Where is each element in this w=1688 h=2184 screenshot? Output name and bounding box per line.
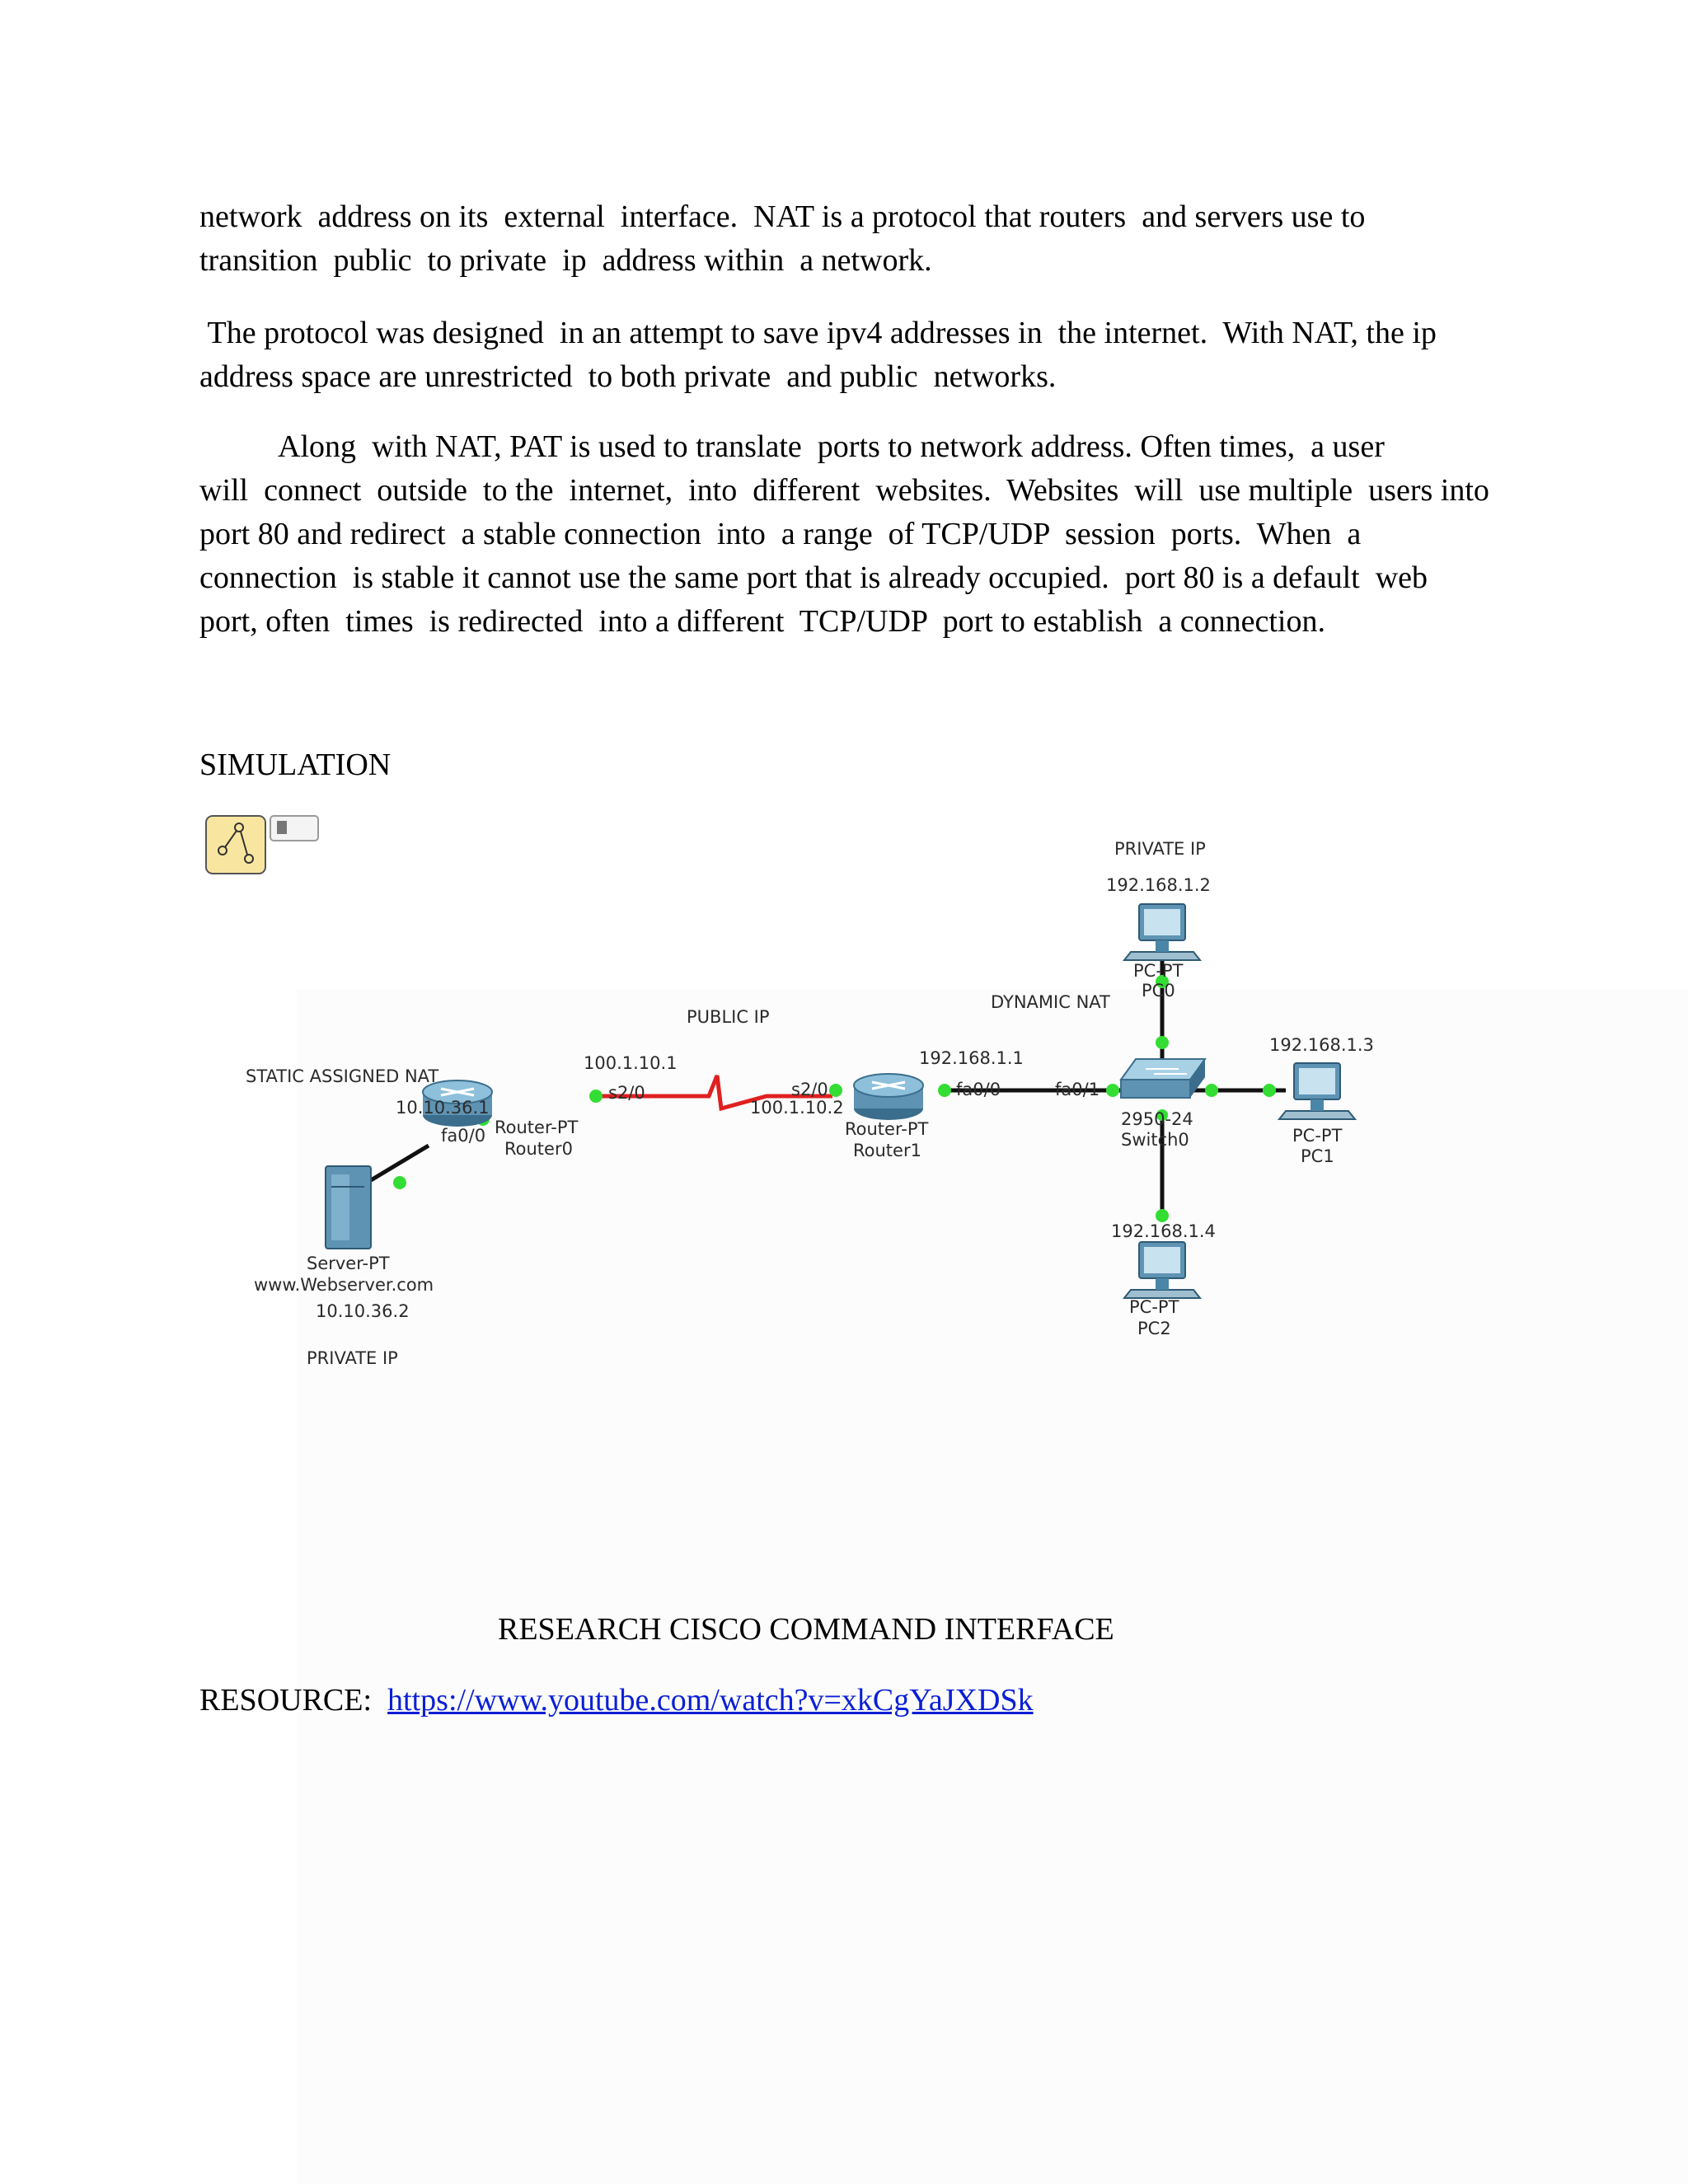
pc0-icon [1124,904,1200,960]
port-dot [1263,1084,1276,1097]
pc2-icon [1124,1242,1200,1298]
public-ip-label: PUBLIC IP [687,1007,770,1027]
pc1-name-label: PC1 [1301,1146,1334,1166]
port-dot [589,1090,603,1103]
server-type-label: Server-PT [307,1254,390,1273]
paragraph-2: The protocol was designed in an attempt to save ipv4 addresses in the internet. With NAT, the ip address space are unrestricted to both private and public networks. [199,316,1437,394]
private-ip-bottom-label: PRIVATE IP [307,1348,398,1368]
paragraph-1: network address on its external interface. NAT is a protocol that routers and servers use to transition public to private ip address within a network. [199,199,1366,278]
router0-fa-ip: 10.10.36.1 [396,1098,490,1118]
resource-line [199,1679,1034,1722]
port-dot [1156,1209,1169,1222]
pc0-name-label: PC0 [1142,981,1175,1001]
private-ip-top-label: PRIVATE IP [1114,839,1206,859]
router1-type-label: Router-PT [845,1119,929,1139]
router0-s-ip: 100.1.10.1 [584,1053,678,1073]
switch-type-label: 2950-24 [1121,1109,1193,1129]
dynamic-nat-label: DYNAMIC NAT [991,992,1110,1012]
router0-s-port: s2/0 [608,1083,645,1103]
pc1-icon [1279,1063,1355,1119]
resource-link[interactable]: https://www.youtube.com/watch?v=xkCgYaJXDSk [387,1683,1034,1718]
switch-icon [1121,1059,1205,1098]
port-dot [829,1084,842,1097]
router1-fa-port: fa0/0 [956,1080,1001,1099]
research-heading: RESEARCH CISCO COMMAND INTERFACE [498,1612,1114,1647]
pc1-ip-label: 192.168.1.3 [1269,1035,1374,1055]
router1-name-label: Router1 [853,1141,921,1160]
router1-s-port: s2/0 [791,1080,828,1099]
pc2-type-label: PC-PT [1129,1297,1179,1317]
port-dot [1205,1084,1218,1097]
network-topology-diagram [190,812,1426,1389]
router0-type-label: Router-PT [495,1118,579,1137]
pc2-name-label: PC2 [1137,1319,1171,1338]
router1-fa-ip: 192.168.1.1 [919,1048,1024,1068]
server-icon [326,1166,371,1249]
server-name-label: www.Webserver.com [254,1275,434,1295]
pc0-type-label: PC-PT [1133,961,1184,981]
pc0-ip-label: 192.168.1.2 [1106,875,1211,895]
port-dot [1156,1036,1169,1049]
router0-fa-port: fa0/0 [441,1126,486,1146]
port-dot [393,1176,406,1189]
paragraph-3: Along with NAT, PAT is used to translate ports to network address. Often times, a user will connect outside to the internet, into different websites. Websites will use multiple users into port 80 and redirect a stable connection into a range of TCP/UDP session ports. When a connection is stable it cannot use the same port that is already occupied. port 80 is a default web port, often times is redirected into a different TCP/UDP port to establish a connection. [199,429,1489,639]
port-dot [938,1084,951,1097]
simulation-heading: SIMULATION [199,748,392,782]
router0-name-label: Router0 [504,1139,573,1159]
resource-label: RESOURCE: [199,1683,373,1718]
switch-name-label: Switch0 [1121,1130,1189,1150]
port-dot [1106,1084,1119,1097]
switch-port-label: fa0/1 [1055,1080,1100,1099]
server-ip-label: 10.10.36.2 [316,1301,410,1321]
pc1-type-label: PC-PT [1292,1126,1343,1146]
static-nat-label: STATIC ASSIGNED NAT [246,1066,439,1086]
router1-s-ip: 100.1.10.2 [750,1098,844,1118]
pc2-ip-label: 192.168.1.4 [1111,1221,1216,1241]
router1-icon [854,1074,923,1120]
